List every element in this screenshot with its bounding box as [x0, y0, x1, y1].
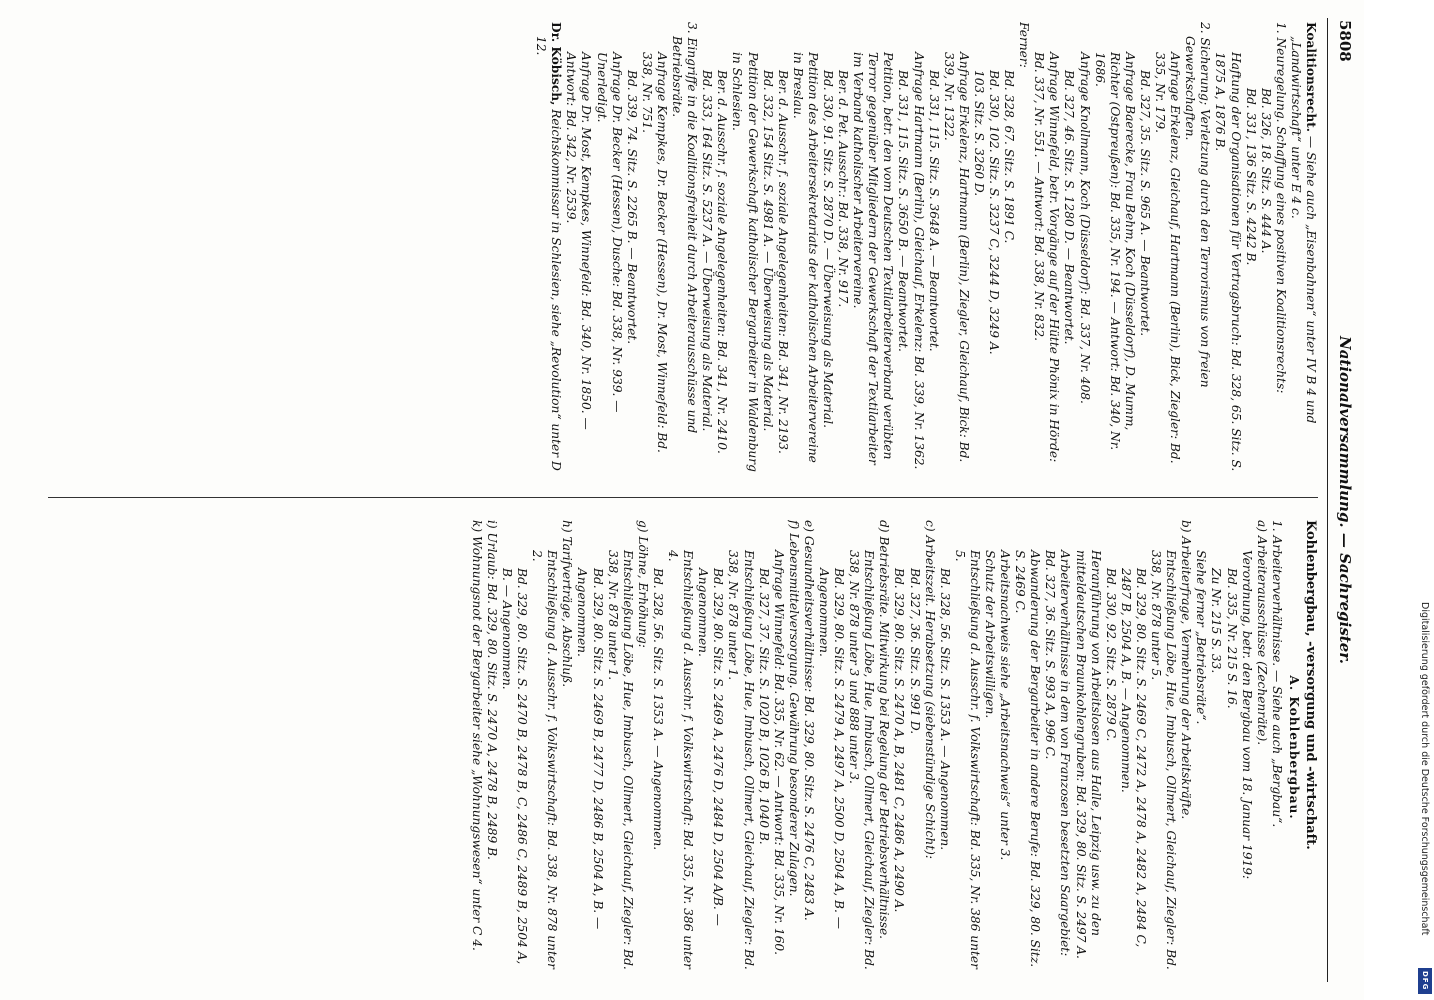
index-text: Petition, betr. den vom Deutschen Textilarbeiterverband verübten Terror gegenüber Mitgliedern der Gewerkschaft der Textilarbeiter im Verband katholischer Arbeitervereine. [851, 52, 896, 465]
index-entry [876, 520, 891, 975]
index-text: Bd. 326, 18. Sitz. S. 444 A. [1258, 88, 1273, 254]
index-text: Entschließung Löbe, Hue, Imbusch, Ollmert, Gleichauf, Ziegler: Bd. 338, Nr. 878 unter 5. [1149, 550, 1179, 970]
index-entry [635, 520, 650, 975]
index-entry [906, 520, 921, 975]
index-text: k) Wohnungsnot der Bergarbeiter siehe „Wohnungswesen“ unter C 4. [469, 520, 484, 951]
index-entry [790, 22, 820, 477]
index-text: Kohlenbergbau, -versorgung und -wirtschaft. [1303, 520, 1318, 850]
index-entry [563, 22, 593, 477]
index-text: Entschließung d. Ausschr. f. Volkswirtschaft: Bd. 335, Nr. 386 unter 5. [952, 550, 982, 969]
index-entry [1303, 520, 1318, 975]
index-entry [1286, 520, 1301, 975]
index-entry [1243, 22, 1258, 477]
index-text: Anfrage Erkelenz, Gleichauf, Hartmann (Berlin), Bick, Ziegler: Bd. 335, Nr. 179. [1153, 52, 1183, 464]
index-entry [469, 520, 484, 975]
index-text: Bd. 327, 36. Sitz. S. 991 D. [907, 568, 922, 735]
index-text: i) Urlaub: Bd. 329, 80. Sitz. S. 2470 A, 2478 B, 2489 B. [484, 520, 499, 860]
header-rule [1327, 18, 1328, 982]
index-entry [1118, 520, 1148, 975]
index-entry [835, 22, 850, 477]
index-text: Bd. 329, 80. Sitz. S. 2470 A, B, 2481 C, 2486 A, 2490 A. [892, 568, 907, 913]
index-entry [891, 520, 906, 975]
index-text: Bd. 327, 37. Sitz. S. 1020 B, 1026 B, 1040 B. [756, 568, 771, 845]
index-entry [820, 22, 835, 477]
digitization-credit [1418, 602, 1432, 998]
index-entry [760, 22, 775, 477]
index-text: Arbeiterverhältnisse in dem von Franzosen besetzten Saargebiet: Bd. 327, 36. Sitz. S. 993 A, 996 C. [1043, 550, 1073, 957]
index-text: Bd. 329, 80. Sitz. S. 2479 A, 2497 A, 2500 D, 2504 A, B. — Angenommen. [817, 568, 847, 929]
index-keyword: Dr. Köbisch, [549, 22, 564, 106]
index-text: Heranführung von Arbeitslosen aus Halle, Leipzig usw. zu den mitteldeutschen Braunkohlengruben: Bd. 329, 80. Sitz. S. 2497 A. [1073, 550, 1103, 959]
index-entry [1269, 520, 1284, 975]
index-text: c) Arbeitszeit. Herabsetzung (siebenstündige Schicht): [922, 520, 937, 859]
index-text: Bd. 328, 56. Sitz. S. 1353 A. — Angenommen. [937, 568, 952, 851]
index-entry [1061, 22, 1076, 477]
index-entry [665, 520, 695, 975]
index-entry [801, 520, 816, 975]
index-entry [714, 22, 729, 477]
index-text: a) Arbeiterausschüsse (Zechenräte). [1254, 520, 1269, 746]
index-entry [941, 22, 971, 477]
dfg-logo: DFG [1418, 968, 1432, 994]
index-text: Petition der Gewerkschaft katholischer Bergarbeiter in Waldenburg in Schlesien. [730, 52, 760, 472]
index-entry [1273, 22, 1288, 477]
index-text: d) Betriebsräte. Mitwirkung bei Regelung der Betriebsverhältnisse. [877, 520, 892, 940]
index-text: 1. Neuregelung. Schaffung eines positiven Koalitionsrechts: [1273, 22, 1288, 394]
index-text: Entschließung d. Ausschr. f. Volkswirtschaft: Bd. 335, Nr. 386 unter 4. [666, 550, 696, 969]
index-text: g) Löhne, Erhöhung: [635, 520, 650, 648]
index-text: Bd. 339, 74. Sitz. S. 2265 B. — Beantwortet. [624, 70, 639, 345]
index-text: Bd. 328, 56. Sitz. S. 1353 A. — Angenommen. [650, 568, 665, 851]
index-text: Ber. d. Ausschr. f. soziale Angelegenheiten: Bd. 341, Nr. 2193. [775, 70, 790, 454]
index-text: — Siehe auch „Eisenbahnen“ unter IV B 4 und „Landwirtschaft“ unter E 4 c. [1288, 36, 1318, 424]
index-entry [997, 520, 1012, 975]
index-entry [1239, 520, 1254, 975]
index-text: Anfrage Hartmann (Berlin), Gleichauf, Erkelenz: Bd. 339, Nr. 1362. [911, 52, 926, 470]
index-text: Anfrage Winnefeld: Bd. 335, Nr. 62. — Antwort: Bd. 335, Nr. 160. [771, 550, 786, 955]
left-column [28, 22, 1318, 477]
index-text: Bd. 329, 80. Sitz. S. 2469 A, 2476 D, 2484 D, 2504 A/B. — Angenommen. [696, 568, 726, 926]
running-title: Nationalversammlung. — Sachregister. [1336, 335, 1354, 664]
credit-text: Digitalisierung gefördert durch die Deutsche Forschungsgemeinschaft [1419, 602, 1430, 936]
index-entry [756, 520, 771, 975]
index-entry [1193, 520, 1208, 975]
index-entry [639, 22, 669, 477]
index-entry [484, 520, 499, 975]
index-entry [1182, 22, 1212, 477]
index-text: Anfrage Winnefeld, betr. Vorgänge auf der Hütte Phönix in Hörde: Bd. 337, Nr. 551. — Antwort: Bd. 338, Nr. 832. [1032, 52, 1062, 463]
index-text: Anfrage Dr. Most, Kempkes, Winnefeld: Bd. 340, Nr. 1850. — Antwort: Bd. 342, Nr. 2539. [564, 52, 594, 430]
index-text: Entschließung Löbe, Hue, Imbusch, Ollmert, Gleichauf, Ziegler: Bd. 338, Nr. 878 unter 3 und 888 unter 3. [847, 550, 877, 970]
index-text: 103. Sitz. S. 3260 D. [971, 70, 986, 197]
index-text: Anfrage Erkelenz, Hartmann (Berlin), Ziegler, Gleichauf, Bick: Bd. 339, Nr. 1322. [941, 52, 971, 463]
column-divider [48, 497, 1318, 498]
index-text: Verordnung, betr. den Bergbau vom 18. Januar 1919: [1239, 550, 1254, 880]
index-entry [1077, 22, 1092, 477]
index-text: Anfrage Baerecke, Frau Behm, Koch (Düsseldorf), D. Mumm, Richter (Ostpreußen): Bd. 335, Nr. 194. — Antwort: Bd. 340, Nr. 1686. [1092, 52, 1137, 451]
index-entry [669, 22, 699, 477]
index-entry [1212, 22, 1242, 477]
index-entry [971, 22, 986, 477]
index-entry [695, 520, 725, 975]
page-header [1328, 18, 1354, 982]
index-entry [605, 520, 635, 975]
index-entry [1001, 22, 1016, 477]
index-keyword: Koalitionsrecht. [1304, 22, 1318, 133]
index-text: Bd. 331, 136 Sitz. S. 4242 B. [1243, 88, 1258, 266]
index-entry [594, 22, 624, 477]
index-entry [1103, 520, 1118, 975]
index-entry [816, 520, 846, 975]
index-entry [1288, 22, 1318, 477]
index-text: Ferner: [1017, 22, 1032, 68]
index-text: h) Tarifverträge, Abschluß. [560, 520, 575, 688]
index-text: 1. Arbeiterverhältnisse. — Siehe auch „Bergbau“. [1269, 520, 1284, 828]
index-text: Bd. 327, 35. Sitz. S. 965 A. — Beantwortet. [1137, 70, 1152, 337]
index-entry [1016, 22, 1031, 477]
index-text: Bd. 329, 80. Sitz. S. 2470 B, 2478 B, C, 2486 C, 2489 B, 2504 A, B. — Angenommen. [500, 568, 530, 965]
index-entry [499, 520, 529, 975]
index-text: Arbeitsnachweis siehe „Arbeitsnachweis“ unter 3. [998, 550, 1013, 861]
index-text: Bd. 332, 154 Sitz. S. 4981 A. — Überweisung als Material. [760, 70, 775, 432]
index-text: Bd. 329, 80. Sitz. S. 2469 B, 2477 D, 2486 B, 2504 A, B. — Angenommen. [575, 568, 605, 930]
index-entry [846, 520, 876, 975]
index-text: Entschließung Löbe, Hue, Imbusch, Ollmert, Gleichauf, Ziegler: Bd. 338, Nr. 878 unter 1. [726, 550, 756, 970]
index-entry [624, 22, 639, 477]
index-text: 3. Eingriffe in die Koalitionsfreiheit durch Arbeiterausschüsse und Betriebsräte. [670, 22, 700, 434]
index-entry [699, 22, 714, 477]
index-text: Haftung der Organisationen für Vertragsbruch: Bd. 328, 65. Sitz. S. 1875 A, 1876 B. [1213, 52, 1243, 472]
right-column [28, 520, 1318, 975]
index-entry [786, 520, 801, 975]
index-entry [725, 520, 755, 975]
index-entry [771, 520, 786, 975]
index-entry [1073, 520, 1103, 975]
index-entry [1092, 22, 1137, 477]
index-text: Ber. d. Ausschr. f. soziale Angelegenheiten: Bd. 341, Nr. 2410. [715, 70, 730, 454]
index-entry [982, 520, 997, 975]
index-entry [559, 520, 574, 975]
index-text: f) Lebensmittelversorgung. Gewährung besonderer Zulagen. [786, 520, 801, 897]
index-text: e) Gesundheitsverhältnisse: Bd. 329, 80. Sitz. S. 2476 C, 2483 A. [801, 520, 816, 921]
index-entry [533, 22, 563, 477]
page-number: 5808 [1336, 20, 1354, 62]
index-entry [574, 520, 604, 975]
index-entry [529, 520, 559, 975]
index-text: 2. Sicherung; Verletzung durch den Terrorismus von freien Gewerkschaften. [1183, 22, 1213, 388]
index-entry [1152, 22, 1182, 477]
index-entry [1178, 520, 1193, 975]
index-text: Bd. 329, 80. Sitz. S. 2469 C, 2472 A, 2478 A, 2482 A, 2484 C, 2487 B, 2504 A, B. — Angenommen. [1118, 568, 1148, 948]
index-text: Ber. d. Pet. Ausschr.: Bd. 338, Nr. 917. [836, 70, 851, 308]
index-entry [1137, 22, 1152, 477]
index-text: Zu Nr. 215 S. 33. [1209, 568, 1224, 674]
index-text: Bd. 331, 115. Sitz. S. 3648 A. — Beantwortet. [926, 70, 941, 352]
index-entry [1208, 520, 1223, 975]
index-text: A. Kohlenbergbau. [1286, 675, 1301, 820]
index-text: Anfrage Kempkes, Dr. Becker (Hessen), Dr. Most, Winnefeld: Bd. 338, Nr. 751. [639, 52, 669, 453]
index-entry [1031, 22, 1061, 477]
index-entry [775, 22, 790, 477]
index-entry [1042, 520, 1072, 975]
index-text: Bd. 335, Nr. 215 S. 16. [1224, 568, 1239, 709]
index-text: Bd. 331, 115. Sitz. S. 3650 B. — Beantwortet. [896, 70, 911, 352]
index-text: Siehe ferner „Betriebsräte“. [1194, 550, 1209, 725]
index-text: Abwanderung der Bergarbeiter in andere Berufe: Bd. 329, 80. Sitz. S. 2469 C. [1013, 550, 1043, 968]
index-entry [1254, 520, 1269, 975]
index-entry [926, 22, 941, 477]
index-text: Schutz der Arbeitswilligen. [983, 550, 998, 719]
index-entry [895, 22, 910, 477]
index-text: Bd. 330, 92. Sitz. S. 2879 C. [1103, 568, 1118, 742]
index-entry [1012, 520, 1042, 975]
index-text: Petition des Arbeitersekretariats der katholischen Arbeitervereine in Breslau. [790, 52, 820, 463]
index-entry [650, 520, 665, 975]
index-text: Bd. 330, 102. Sitz. S. 3237 C, 3244 D, 3249 A. [987, 70, 1002, 355]
index-entry [910, 22, 925, 477]
index-entry [937, 520, 952, 975]
index-text: Bd. 328, 67. Sitz. S. 1891 C. [1002, 70, 1017, 244]
index-text: Bd. 333, 164 Sitz. S. 5237 A. — Überweisung als Material. [700, 70, 715, 432]
index-entry [922, 520, 937, 975]
index-entry [1148, 520, 1178, 975]
index-text: Bd. 327, 46. Sitz. S. 1280 D. — Beantwortet. [1062, 70, 1077, 345]
index-entry [1258, 22, 1273, 477]
index-entry [986, 22, 1001, 477]
index-text: Anfrage Dr. Becker (Hessen), Dusche: Bd. 338, Nr. 939. — Unerledigt. [594, 52, 624, 413]
index-entry [850, 22, 895, 477]
index-entry [1223, 520, 1238, 975]
index-text: Bd. 330, 91. Sitz. S. 2870 D. — Überweisung als Material. [821, 70, 835, 428]
index-text: Reichskommissar in Schlesien, siehe „Revolution“ unter D 12. [534, 36, 564, 471]
index-text: Entschließung d. Ausschr. f. Volkswirtschaft: Bd. 338, Nr. 878 unter 2. [530, 550, 560, 969]
index-text: Entschließung Löbe, Hue, Imbusch, Ollmert, Gleichauf, Ziegler: Bd. 338, Nr. 878 unter 1. [605, 550, 635, 970]
index-text: b) Arbeiterfrage, Vermehrung der Arbeitskräfte. [1179, 520, 1194, 820]
index-entry [729, 22, 759, 477]
index-text: Anfrage Knollmann, Koch (Düsseldorf): Bd. 337, Nr. 408. [1077, 52, 1092, 404]
index-entry [952, 520, 982, 975]
